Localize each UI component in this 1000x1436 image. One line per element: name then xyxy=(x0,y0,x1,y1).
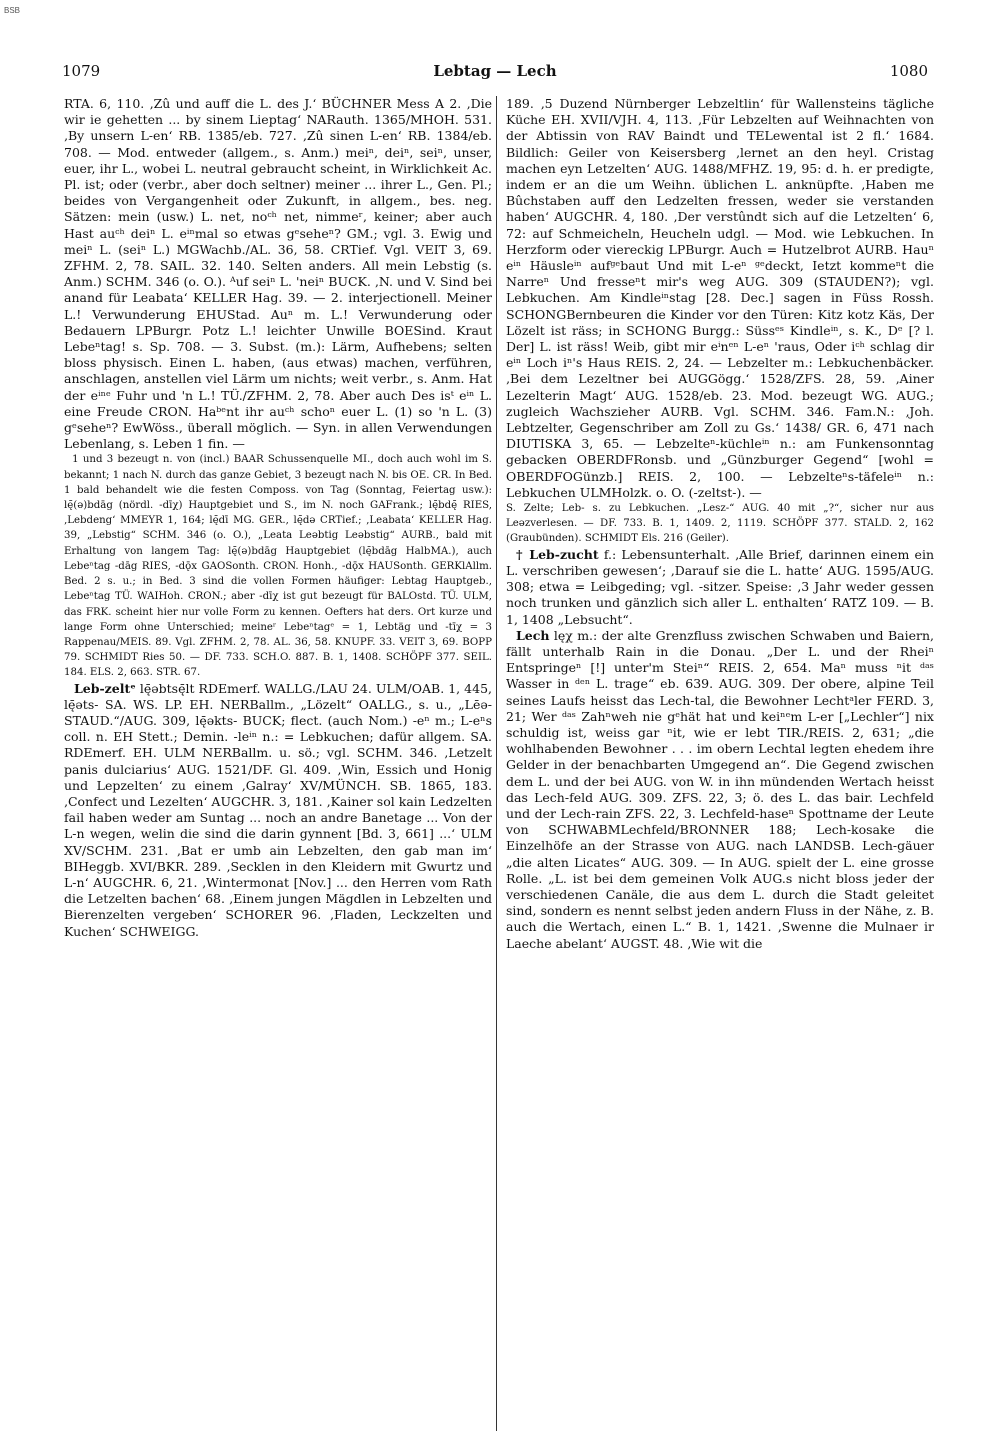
entry-lebzucht xyxy=(506,547,934,628)
right-paragraph-1: 189. ‚5 Duzend Nürnberger Lebzeltlin‘ für Wallensteins tägliche Küche EH. XVII/VJH. 4, 113. ‚Für Lebzelten auf Weihnachten von der Abtissin von RAV Baindt und TELewental ist 2 fl.‘ 1684. Bildlich: Geiler von Keisersberg ‚lernet an den heyl. Cristag machen eyn Letzelten‘ AUG. 1488/MFHZ. 19, 95: d. h. er predigte, indem er an die um Weihn. üblichen L. anknüpfte. ‚Haben me Bûchstaben auff den Ledzelten fressen, weder sie verstanden haben‘ AUGCHR. 4, 180. ‚Der verstûndt sich auf die Letzelten‘ 6, 72: auf Schmeicheln, Heucheln udgl. — Mod. wie Lebkuchen. In Herzform oder viereckig LPBurgr. Auch = Hutzelbrot AURB. Hauⁿ eⁱⁿ Häusleⁱⁿ aufᵍᵉbaut Und mit L-eⁿ ᵍᵉdeckt, Ietzt kommeⁿt die Narreⁿ Und fresseⁿt mir's weg AUG. 309 (STAUDEN?); vgl. Lebkuchen. Am Kindleⁱⁿstag [28. Dec.] sagen in Füss Rossh. SCHONGBernbeuren die Kinder vor den Türen: Kitz kotz Käs, Der Lözelt ist räss; in SCHONG Burgg.: Süssᵉˢ Kindleⁱⁿ, s. K., Dᵉ [? l. Der] L. ist räss! Weib, gibt mir eⁱnᵉⁿ L-eⁿ 'raus, Oder iᶜʰ schlag dir eⁱⁿ Loch iⁿ's Haus REIS. 2, 24. — Lebzelter m.: Lebkuchenbäcker. ‚Bei dem Lezeltner bei AUGGögg.‘ 1528/ZFS. 28, 59. ‚Ainer Lezelterin Magt‘ AUG. 1528/eb. 23. Mod. bezeugt WG. AUG.; zugleich Wachszieher AURB. Vgl. SCHM. 346. Fam.N.: ‚Joh. Lebtzelter, Gegenschriber am Zoll zu Gs.‘ 1438/ GR. 6, 471 nach DIUTISKA 3, 65. — Lebzelteⁿ-küchleⁱⁿ n.: am Funkensonntag gebacken OBERDFRonsb. und „Günzburger Gegend“ [wohl = OBERDFOGünzb.] REIS. 2, 100. — Lebzelteⁿs-täfeleⁱⁿ n.: Lebkuchen ULMHolzk. o. O. (-zeltst-). — xyxy=(506,96,934,500)
left-paragraph-1: RTA. 6, 110. ‚Zû und auff die L. des J.‘ BÜCHNER Mess A 2. ‚Die wir ie gehetten ... by sinem Lieptag‘ NARauth. 1365/MHOH. 531. ‚By unsern L-en‘ RB. 1385/eb. 727. ‚Zû sinen L-en‘ RB. 1384/eb. 708. — Mod. entweder (allgem., s. Anm.) meiⁿ, deiⁿ, seiⁿ, unser, euer, ihr L., wobei L. neutral gebraucht scheint, in Wirklichkeit Ac. Pl. ist; oder (verbr., aber doch seltner) meiner ... ihrer L., Gen. Pl.; beides von Vergangenheit oder Zukunft, in allgem., bes. neg. Sätzen: mein (usw.) L. net, noᶜʰ net, nimmeʳ, keiner; aber auch Hast auᶜʰ deiⁿ L. eⁱⁿmal so etwas gᵉseheⁿ? GM.; vgl. 3. Ewig und meiⁿ L. (seiⁿ L.) MGWachb./AL. 36, 58. CRTief. Vgl. VEIT 3, 69. ZFHM. 2, 78. SAIL. 32. 140. Selten anders. All mein Lebstig (s. Anm.) SCHM. 346 (o. O.). ᴬuf seiⁿ L. 'neiⁿ BUCK. ‚N. und V. Sind bei anand für Leabata‘ KELLER Hag. 39. — 2. interjectionell. Meiner L.! Verwunderung EHUStad. Auⁿ m. L.! Verwunderung oder Bedauern LPBurgr. Potz L.! leichter Unwille BOESind. Kraut Lebeⁿtag! s. Sp. 708. — 3. Subst. (m.): Lärm, Aufhebens; selten bloss physisch. Einen L. haben, (aus etwas) machen, verführen, anschlagen, anstellen viel Lärm um nichts; weit verbr., s. Anm. Hat der eⁱⁿᵉ Fuhr und 'n L.! TÜ./ZFHM. 2, 78. Aber auch Des isᵗ eⁱⁿ L. eine Freude CRON. Haᵇᵉnt ihr auᶜʰ schoⁿ euer L. (1) so 'n L. (3) gᵉseheⁿ? EwWöss., überall möglich. — Syn. in allen Verwendungen Lebenlang, s. Leben 1 fin. — xyxy=(64,96,492,452)
running-head: Lebtag — Lech xyxy=(433,62,557,80)
entry-lech-text: lęχ m.: der alte Grenzfluss zwischen Schwaben und Baiern, fällt unterhalb Rain in die Donau. „Der L. und der Rheiⁿ Entspringeⁿ [!] unter'm Steiⁿ“ REIS. 2, 654. Maⁿ muss ⁿit ᵈᵃˢ Wasser in ᵈᵉⁿ L. trage“ eb. 639. AUG. 309. Der obere, alpine Teil seines Laufs heisst das Lech-tal, die Bewohner Lechtᵃler FERD. 3, 21; Wer ᵈᵃˢ Zahⁿweh nie gᵉhät hat und keiⁿᵉm L-er [„Lechler“] nix schuldig ist, weiss gar ⁿit, wie er lebt TIR./REIS. 2, 631; „die wohlhabenden Bewohner . . . im obern Lechtal legten ehedem ihre Gelder in der benachbarten Umgegend an“. Die Gegend zwischen dem L. und der bei AUG. von W. in ihn mündenden Wertach heisst das Lech-feld AUG. 309. ZFS. 22, 3; ö. des L. das bair. Lechfeld und der Lech-rain ZFS. 22, 3. Lechfeld-haseⁿ Spottname der Leute von SCHWABMLechfeld/BRONNER 188; Lech-kosake die Einzelhöfe an der Strasse von AUG. nach LANDSB. Lech-gäuer „die alten Licates“ AUG. 309. — In AUG. spielt der L. eine grosse Rolle. „L. ist bei dem gemeinen Volk AUG.s nicht bloss jeder der verschiedenen Canäle, die aus dem L. durch die Stadt geleitet sind, sondern es nennt selbst jeden andern Fluss in der Nähe, z. B. auch die Wertach, einen L.“ B. 1, 1421. ‚Swenne die Mulnaer ir Laeche abelant‘ AUGST. 48. ‚Wie wit die xyxy=(506,627,934,951)
left-column xyxy=(64,96,492,940)
right-note-paragraph: S. Zelte; Leb- s. zu Lebkuchen. „Lesz-“ AUG. 40 mit „?“, sicher nur aus Leəzverlesen. — DF. 733. B. 1, 1409. 2, 1119. SCHÖPF 377. STALD. 2, 162 (Graubünden). SCHMIDT Els. 216 (Geiler). xyxy=(506,503,934,545)
library-stamp: BSB xyxy=(4,6,21,15)
page-number-right: 1080 xyxy=(889,62,928,80)
entry-lebzelte xyxy=(64,681,492,940)
lemma-lebzelte: Leb-zeltᵉ xyxy=(74,680,136,696)
column-divider xyxy=(496,96,497,1431)
entry-lech xyxy=(506,628,934,952)
page-number-left: 1079 xyxy=(62,62,101,80)
lemma-lebzucht: † Leb-zucht xyxy=(516,546,599,562)
entry-lebzelte-text: lę̄əbtsę̄lt RDEmerf. WALLG./LAU 24. ULM/OAB. 1, 445, lę̄əts- SA. WS. LP. EH. NERBallm., „Lözelt“ OALLG., s. u., „Lēə- STAUD.“/AUG. 309, lę̄əkts- BUCK; flect. (auch Nom.) -eⁿ m.; L-eⁿs coll. n. EH Stett.; Demin. -leⁱⁿ n.: = Lebkuchen; dafür allgem. SA. RDEmerf. EH. ULM NERBallm. u. sö.; vgl. SCHM. 346. ‚Letzelt panis dulciarius‘ AUG. 1521/DF. Gl. 409. ‚Win, Essich und Honig und Lepzelten‘ zu einem ‚Galray‘ XV/MÜNCH. SB. 1865, 183. ‚Confect und Lezelten‘ AUGCHR. 3, 181. ‚Kainer sol kain Ledzelten fail haben weder am Suntag ... noch an andre Banetage ... Von der L-n wegen, welin die sind die darin gynnent [Bd. 3, 661] ...‘ ULM XV/SCHM. 231. ‚Bat er umb ain Lebzelten, den gab man im‘ BIHeggb. XVI/BKR. 289. ‚Secklen in den Kleidern mit Gwurtz und L-n‘ AUGCHR. 6, 21. ‚Wintermonat [Nov.] ... den Herren vom Rath die Letzelten bachen‘ 68. ‚Einem jungen Mägdlen in Lebzelten und Bierenzelten vergeben‘ SCHORER 96. ‚Fladen, Leckzelten und Kuchen‘ SCHWEIGG. xyxy=(64,680,492,939)
left-note-paragraph: 1 und 3 bezeugt n. von (incl.) BAAR Schussenquelle MI., doch auch wohl im S. bekannt; 1 nach N. durch das ganze Gebiet, 3 bezeugt nach N. bis OE. CR. In Bed. 1 bald behandelt wie die festen Composs. von Tag (Sonntag, Feiertag usw.): lę̄(ə)bdāg (nördl. -dīχ) Hauptgebiet und S., im N. noch GAFrank.; lę̄bdę̄ RIES, ‚Lebdeng‘ MMEYR 1, 164; lę̄dī MG. GER., lę̄də CRTief.; ‚Leabata‘ KELLER Hag. 39, „Lebstig“ SCHM. 346 (o. O.), „Leata Leəbtig Leəbstig“ AURB., bald mit Erhaltung von langem Tag: lę̄(ə)bdāg Hauptgebiet (lę̄bdāg HalbMA.), auch Lebeⁿtag -dāg RIES, -dǭx GAOSonth. CRON. Honh., -dǭx HAUSonth. GERKlAllm. Bed. 2 s. u.; in Bed. 3 sind die vollen Formen häufiger: Lebtag Hauptgeb., Lebeⁿtag TÜ. WAIHoh. CRON.; aber -dīχ ist gut bezeugt für BALOstd. TÜ. ULM, das FRK. scheint hier nur volle Form zu kennen. Oefters hat ders. Ort kurze und lange Form ohne Unterschied; meineʳ Lebeⁿtagᵉ = 1, Lebtäg und -tīχ = 3 Rappenau/MEIS. 89. Vgl. ZFHM. 2, 78. AL. 36, 58. KNUPF. 33. VEIT 3, 69. BOPP 79. SCHMIDT Ries 50. — DF. 733. SCH.O. 887. B. 1, 1408. SCHÖPF 377. SEIL. 184. ELS. 2, 663. STR. 67. xyxy=(64,454,492,679)
right-column xyxy=(506,96,934,952)
page-header xyxy=(62,62,928,84)
entry-lebzucht-text: f.: Lebensunterhalt. ‚Alle Brief, darinnen einem ein L. verschriben gewesen‘; ‚Darauf sie die L. hatte‘ AUG. 1595/AUG. 308; etwa = Leibgeding; vgl. -sitzer. Speise: ‚3 Jahr weder gessen noch trunken und gänzlich sich aller L. enthalten‘ RATZ 109. — B. 1, 1408 „Lebsucht“. xyxy=(506,546,934,627)
lemma-lech: Lech xyxy=(516,627,550,643)
